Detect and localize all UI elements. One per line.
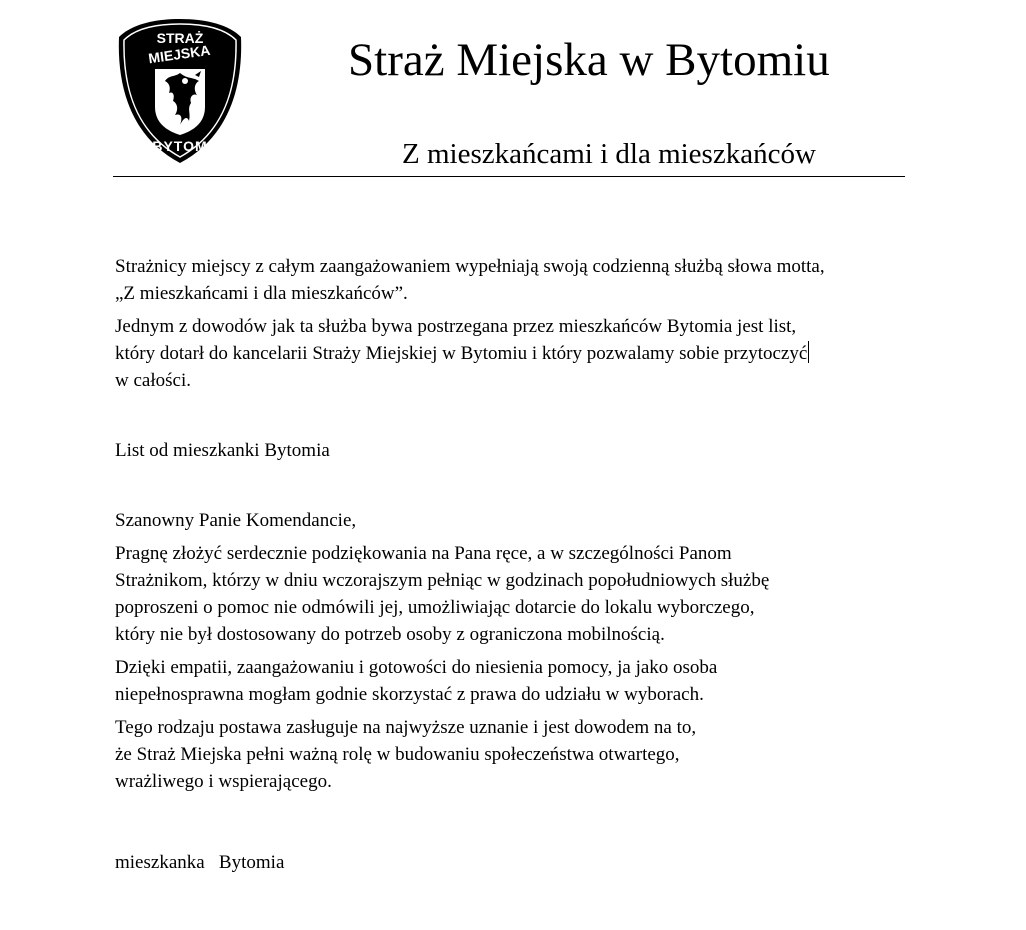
text-line: Tego rodzaju postawa zasługuje na najwyższe uznanie i jest dowodem na to, [115, 717, 697, 738]
header-divider [113, 176, 905, 177]
text-line: w całości. [115, 370, 191, 391]
page-subtitle: Z mieszkańcami i dla mieszkańców [402, 138, 816, 170]
badge-text-bottom: BYTOM [152, 138, 208, 154]
letter-heading [115, 437, 915, 464]
intro-paragraph-1 [115, 253, 915, 307]
text-line[interactable] [115, 340, 915, 367]
intro-paragraph-2 [115, 313, 915, 394]
text-line: Strażnicy miejscy z całym zaangażowaniem wypełniają swoją codzienną służbą słowa motta, [115, 256, 825, 277]
text-line: Dzięki empatii, zaangażowaniu i gotowości do niesienia pomocy, ja jako osoba [115, 657, 718, 678]
page-title: Straż Miejska w Bytomiu [348, 34, 830, 86]
text-line-content: który dotarł do kancelarii Straży Miejskiej w Bytomiu i który pozwalamy sobie przytoczyć [115, 343, 808, 364]
letter-paragraph-2 [115, 654, 915, 708]
text-line: niepełnosprawna mogłam godnie skorzystać z prawa do udziału w wyborach. [115, 684, 704, 705]
text-line: że Straż Miejska pełni ważną rolę w budowaniu społeczeństwa otwartego, [115, 744, 680, 765]
city-guard-badge-icon [117, 17, 243, 165]
text-line: „Z mieszkańcami i dla mieszkańców”. [115, 283, 408, 304]
text-line: Pragnę złożyć serdecznie podziękowania na Pana ręce, a w szczególności Panom [115, 543, 732, 564]
text-line: Jednym z dowodów jak ta służba bywa postrzegana przez mieszkańców Bytomia jest list, [115, 316, 797, 337]
text-line: wrażliwego i wspierającego. [115, 771, 332, 792]
badge-text-top-1: STRAŻ [156, 30, 204, 46]
letter-salutation [115, 507, 915, 534]
letter-signature [115, 795, 915, 930]
text-line: mieszkanka Bytomia [115, 852, 285, 873]
letter-paragraph-1 [115, 540, 915, 648]
text-cursor [808, 341, 809, 363]
letter-paragraph-3 [115, 714, 915, 795]
text-line: poproszeni o pomoc nie odmówili jej, umożliwiając dotarcie do lokalu wyborczego, [115, 597, 755, 618]
text-line: List od mieszkanki Bytomia [115, 440, 330, 461]
text-line: Strażnikom, którzy w dniu wczorajszym pełniąc w godzinach popołudniowych służbę [115, 570, 770, 591]
text-line: Szanowny Panie Komendancie, [115, 510, 357, 531]
document-body [115, 253, 915, 930]
text-line: który nie był dostosowany do potrzeb osoby z ograniczona mobilnością. [115, 624, 665, 645]
badge-text-top-2: MIEJSKA [147, 41, 212, 67]
